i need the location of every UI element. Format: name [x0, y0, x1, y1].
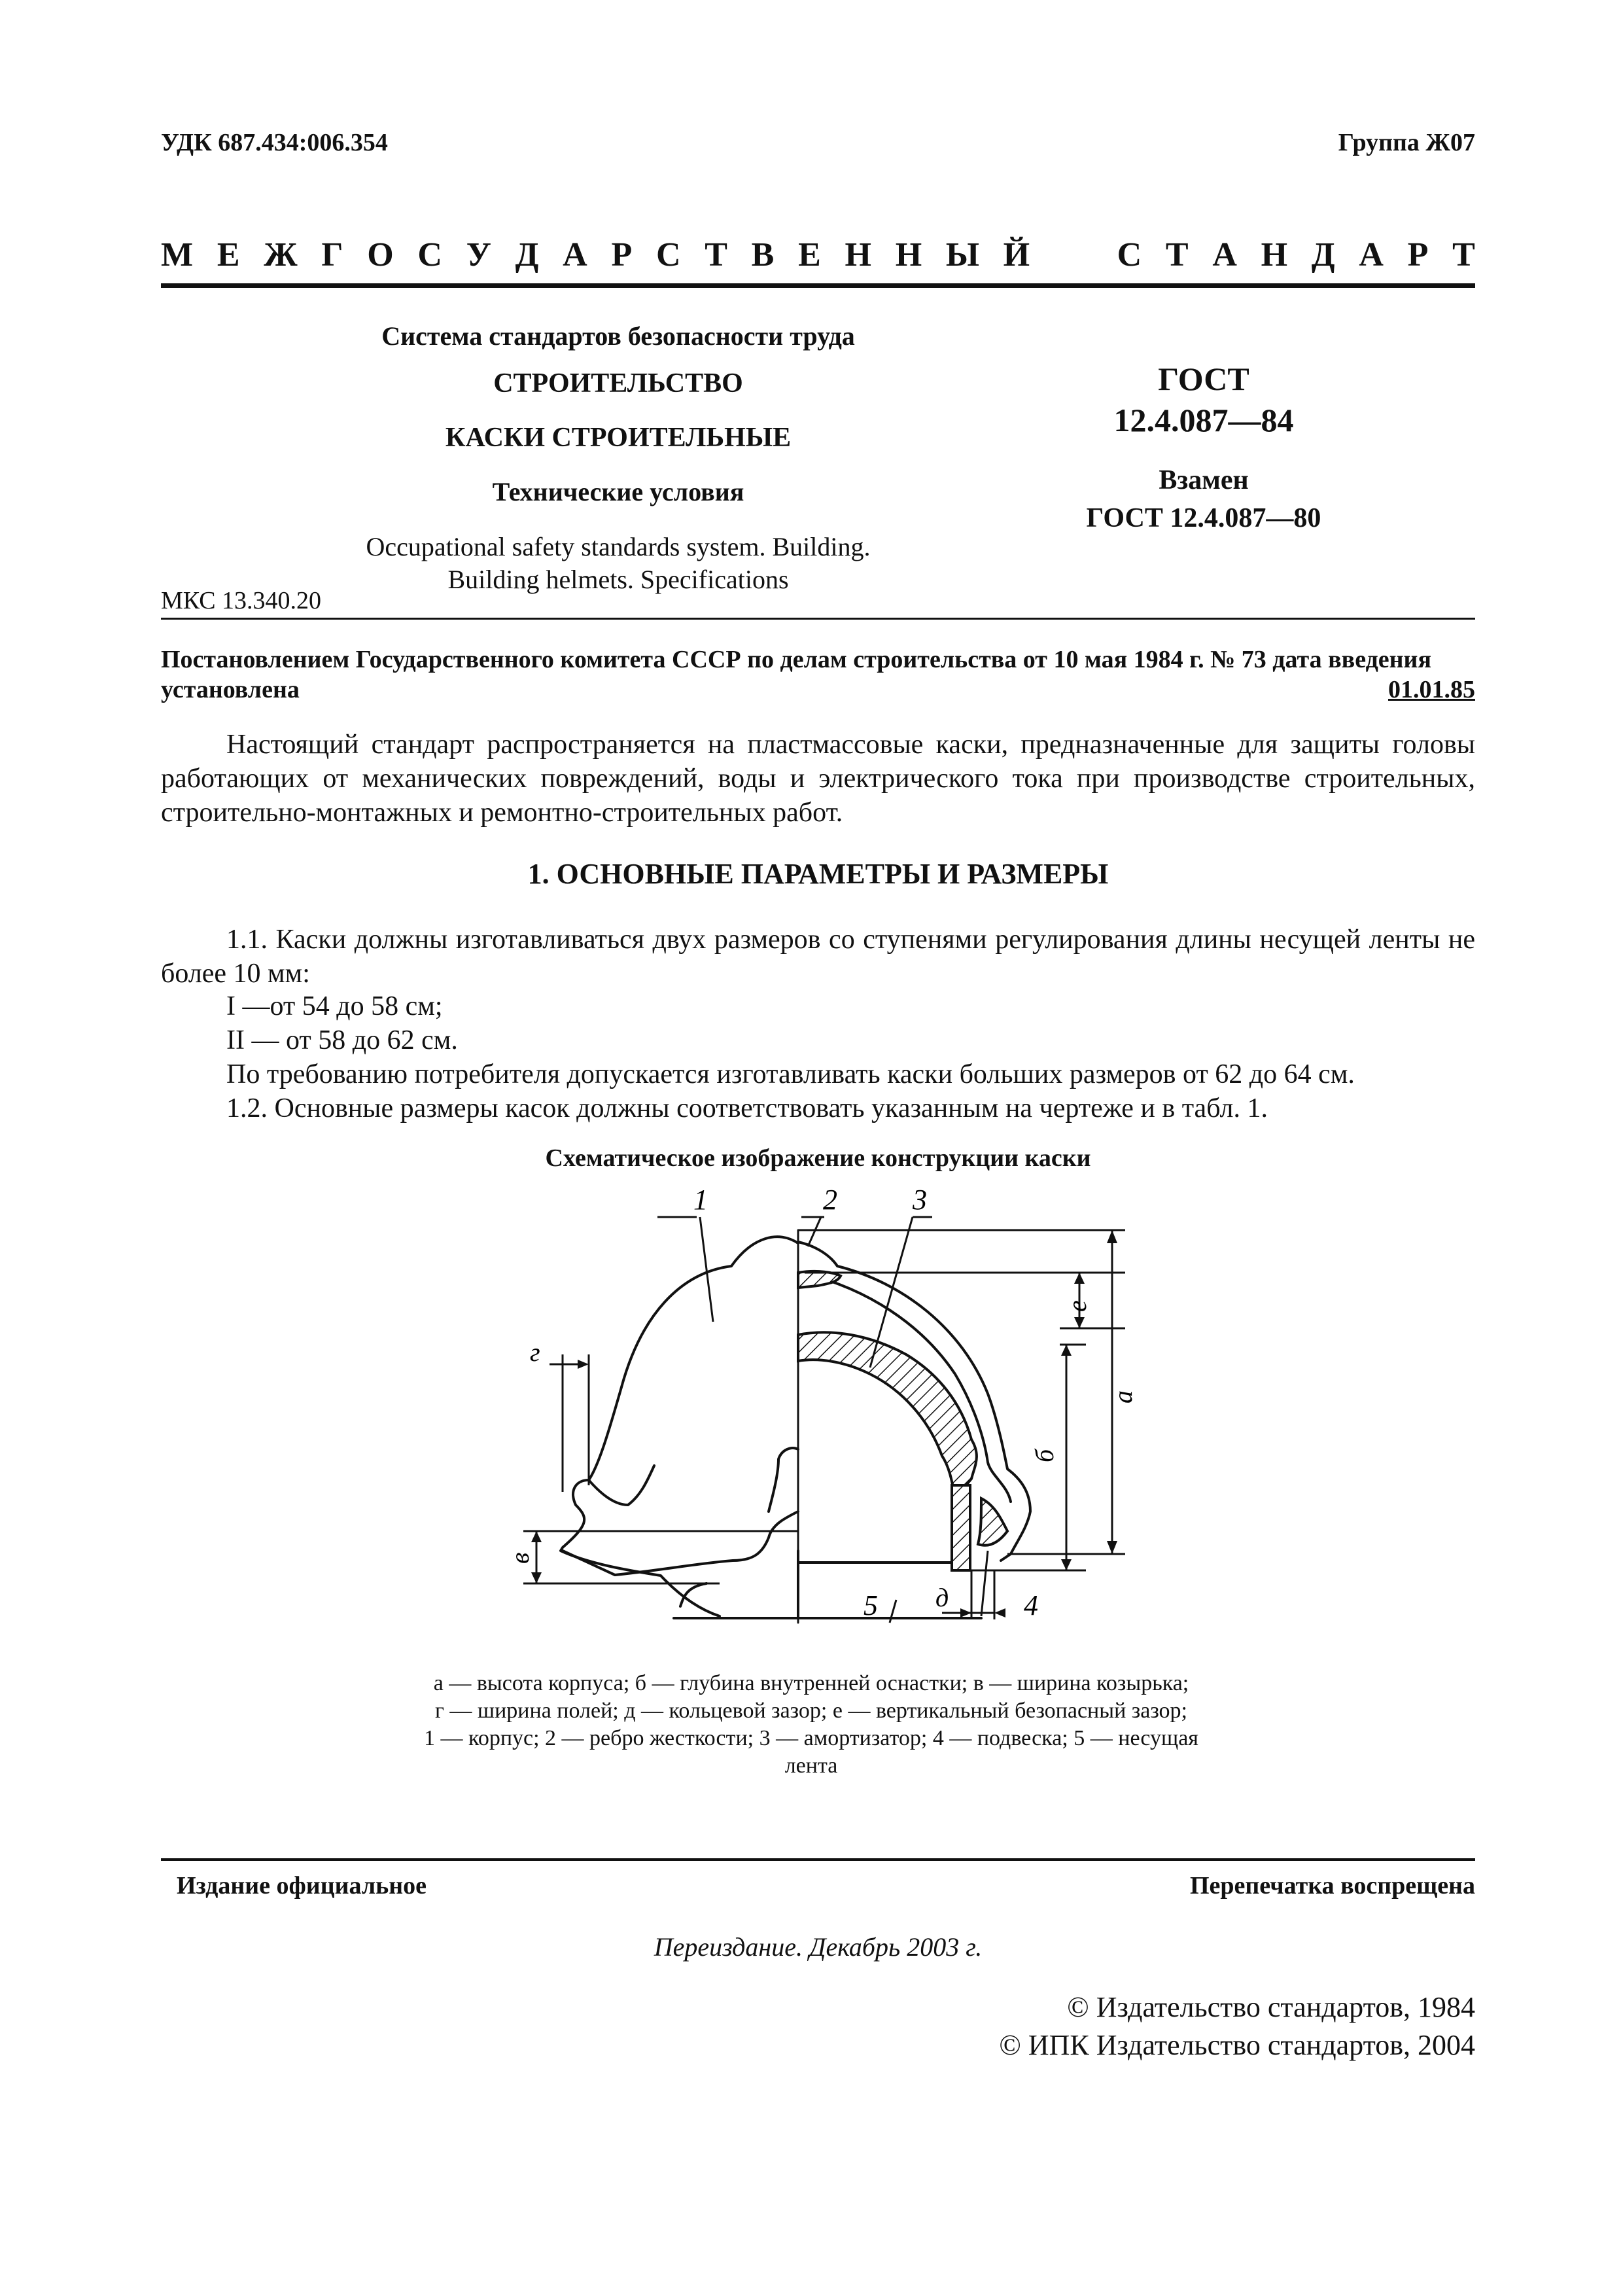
decree-text: Постановлением Государственного комитета СССР по делам строительства от 10 мая 1984 г. № 73 дата введения установлена [161, 646, 1432, 703]
size-range-1: I —от 54 до 58 см; [226, 991, 443, 1021]
band-hatch [952, 1485, 970, 1570]
banner-letter: М [161, 236, 194, 274]
banner-letter: А [1359, 236, 1384, 274]
label-e: е [1062, 1300, 1092, 1312]
building-title: СТРОИТЕЛЬСТВО [493, 368, 743, 398]
banner-letter: Е [217, 236, 240, 274]
copyright-1984: © Издательство стандартов, 1984 [1067, 1991, 1475, 2023]
legend-line-1: а — высота корпуса; б — глубина внутренней оснастки; в — ширина козырька; [433, 1671, 1189, 1695]
replaces-number: ГОСТ 12.4.087—80 [1086, 503, 1321, 533]
english-title-line2: Building helmets. Specifications [447, 565, 789, 594]
banner-letter: Т [1165, 236, 1189, 274]
figure-legend [386, 1670, 1236, 1780]
banner-letter: А [1212, 236, 1237, 274]
banner-letter: С [1117, 236, 1142, 274]
section-title: 1. ОСНОВНЫЕ ПАРАМЕТРЫ И РАЗМЕРЫ [527, 858, 1109, 890]
label-2: 2 [823, 1184, 837, 1216]
banner-letter: Ы [945, 236, 979, 274]
banner-letter: Г [321, 236, 343, 274]
label-b: б [1030, 1449, 1059, 1462]
copyright-2004: © ИПК Издательство стандартов, 2004 [999, 2029, 1475, 2061]
banner-letter: Ж [264, 236, 298, 274]
banner-letter: Д [1311, 236, 1335, 274]
banner-letter: Т [705, 236, 727, 274]
legend-line-3: 1 — корпус; 2 — ребро жесткости; 3 — амортизатор; 4 — подвеска; 5 — несущая [424, 1726, 1198, 1750]
helmets-title: КАСКИ СТРОИТЕЛЬНЫЕ [445, 423, 792, 453]
udk-code: УДК 687.434:006.354 [161, 129, 388, 156]
banner-letter: В [751, 236, 775, 274]
reissue-note: Переиздание. Декабрь 2003 г. [654, 1932, 983, 1962]
banner-letter: Д [515, 236, 539, 274]
banner-letter: О [367, 236, 394, 274]
brim-inner-left [589, 1466, 654, 1505]
label-v: в [505, 1552, 534, 1564]
banner-letter: А [563, 236, 587, 274]
gost-number: 12.4.087—84 [1113, 402, 1294, 438]
legend-line-2: г — ширина полей; д — кольцевой зазор; е — вертикальный безопасный зазор; [434, 1699, 1187, 1723]
label-a: а [1108, 1390, 1138, 1404]
shell-hatch [798, 1271, 841, 1288]
label-g: г [530, 1337, 540, 1367]
inner-left-curve [769, 1448, 798, 1511]
banner-letter: Н [1261, 236, 1288, 274]
decree-date: 01.01.85 [1388, 676, 1475, 703]
label-3: 3 [913, 1184, 927, 1216]
amortizer-hatch [798, 1332, 977, 1498]
mks-code: МКС 13.340.20 [161, 587, 322, 614]
figure-title: Схематическое изображение конструкции каски [545, 1144, 1091, 1172]
replaces-label: Взамен [1159, 465, 1249, 495]
size-range-2: II — от 58 до 62 см. [226, 1025, 458, 1055]
group-code: Группа Ж07 [1338, 129, 1475, 156]
suspension-hatch [978, 1498, 1007, 1545]
system-title: Система стандартов безопасности труда [381, 321, 855, 351]
label-4: 4 [1024, 1589, 1038, 1621]
label-1: 1 [693, 1184, 708, 1216]
banner-letter: У [466, 236, 491, 274]
banner-letter: Р [1407, 236, 1429, 274]
banner-letter: Е [798, 236, 821, 274]
clause-request: По требованию потребителя допускается изготавливать каски больших размеров от 62 до 64 см. [226, 1059, 1355, 1089]
clause-1-2: 1.2. Основные размеры касок должны соответствовать указанным на чертеже и в табл. 1. [226, 1093, 1268, 1123]
label-d: д [935, 1583, 949, 1612]
shell-outline-left [561, 1237, 798, 1616]
banner-letter: С [655, 236, 681, 274]
banner-letter: Н [845, 236, 871, 274]
no-reprint-notice: Перепечатка воспрещена [1189, 1872, 1475, 1899]
banner-letter: Р [611, 236, 633, 274]
inner-left-contour [563, 1511, 798, 1575]
legend-line-4: лента [784, 1754, 838, 1778]
label-5: 5 [864, 1589, 878, 1621]
banner-letter: С [417, 236, 442, 274]
banner-letter: Н [895, 236, 922, 274]
english-title-line1: Occupational safety standards system. Building. [366, 532, 871, 561]
banner-letter: Й [1003, 236, 1030, 274]
banner-letter: Т [1452, 236, 1475, 274]
gost-label: ГОСТ [1158, 361, 1249, 397]
tech-conditions-title: Технические условия [492, 477, 744, 506]
intro-paragraph: Настоящий стандарт распространяется на пластмассовые каски, предназначенные для защиты головы работающих от механических повреждений, воды и электрического тока при производстве строительных, строительно-монтажных и ремонтно-строительных работ. [161, 730, 1475, 828]
official-edition: Издание официальное [177, 1872, 427, 1899]
clause-1-1: 1.1. Каски должны изготавливаться двух размеров со ступенями регулирования длины несущей ленты не более 10 мм: [161, 925, 1475, 989]
footer-rule [161, 1858, 1475, 1861]
